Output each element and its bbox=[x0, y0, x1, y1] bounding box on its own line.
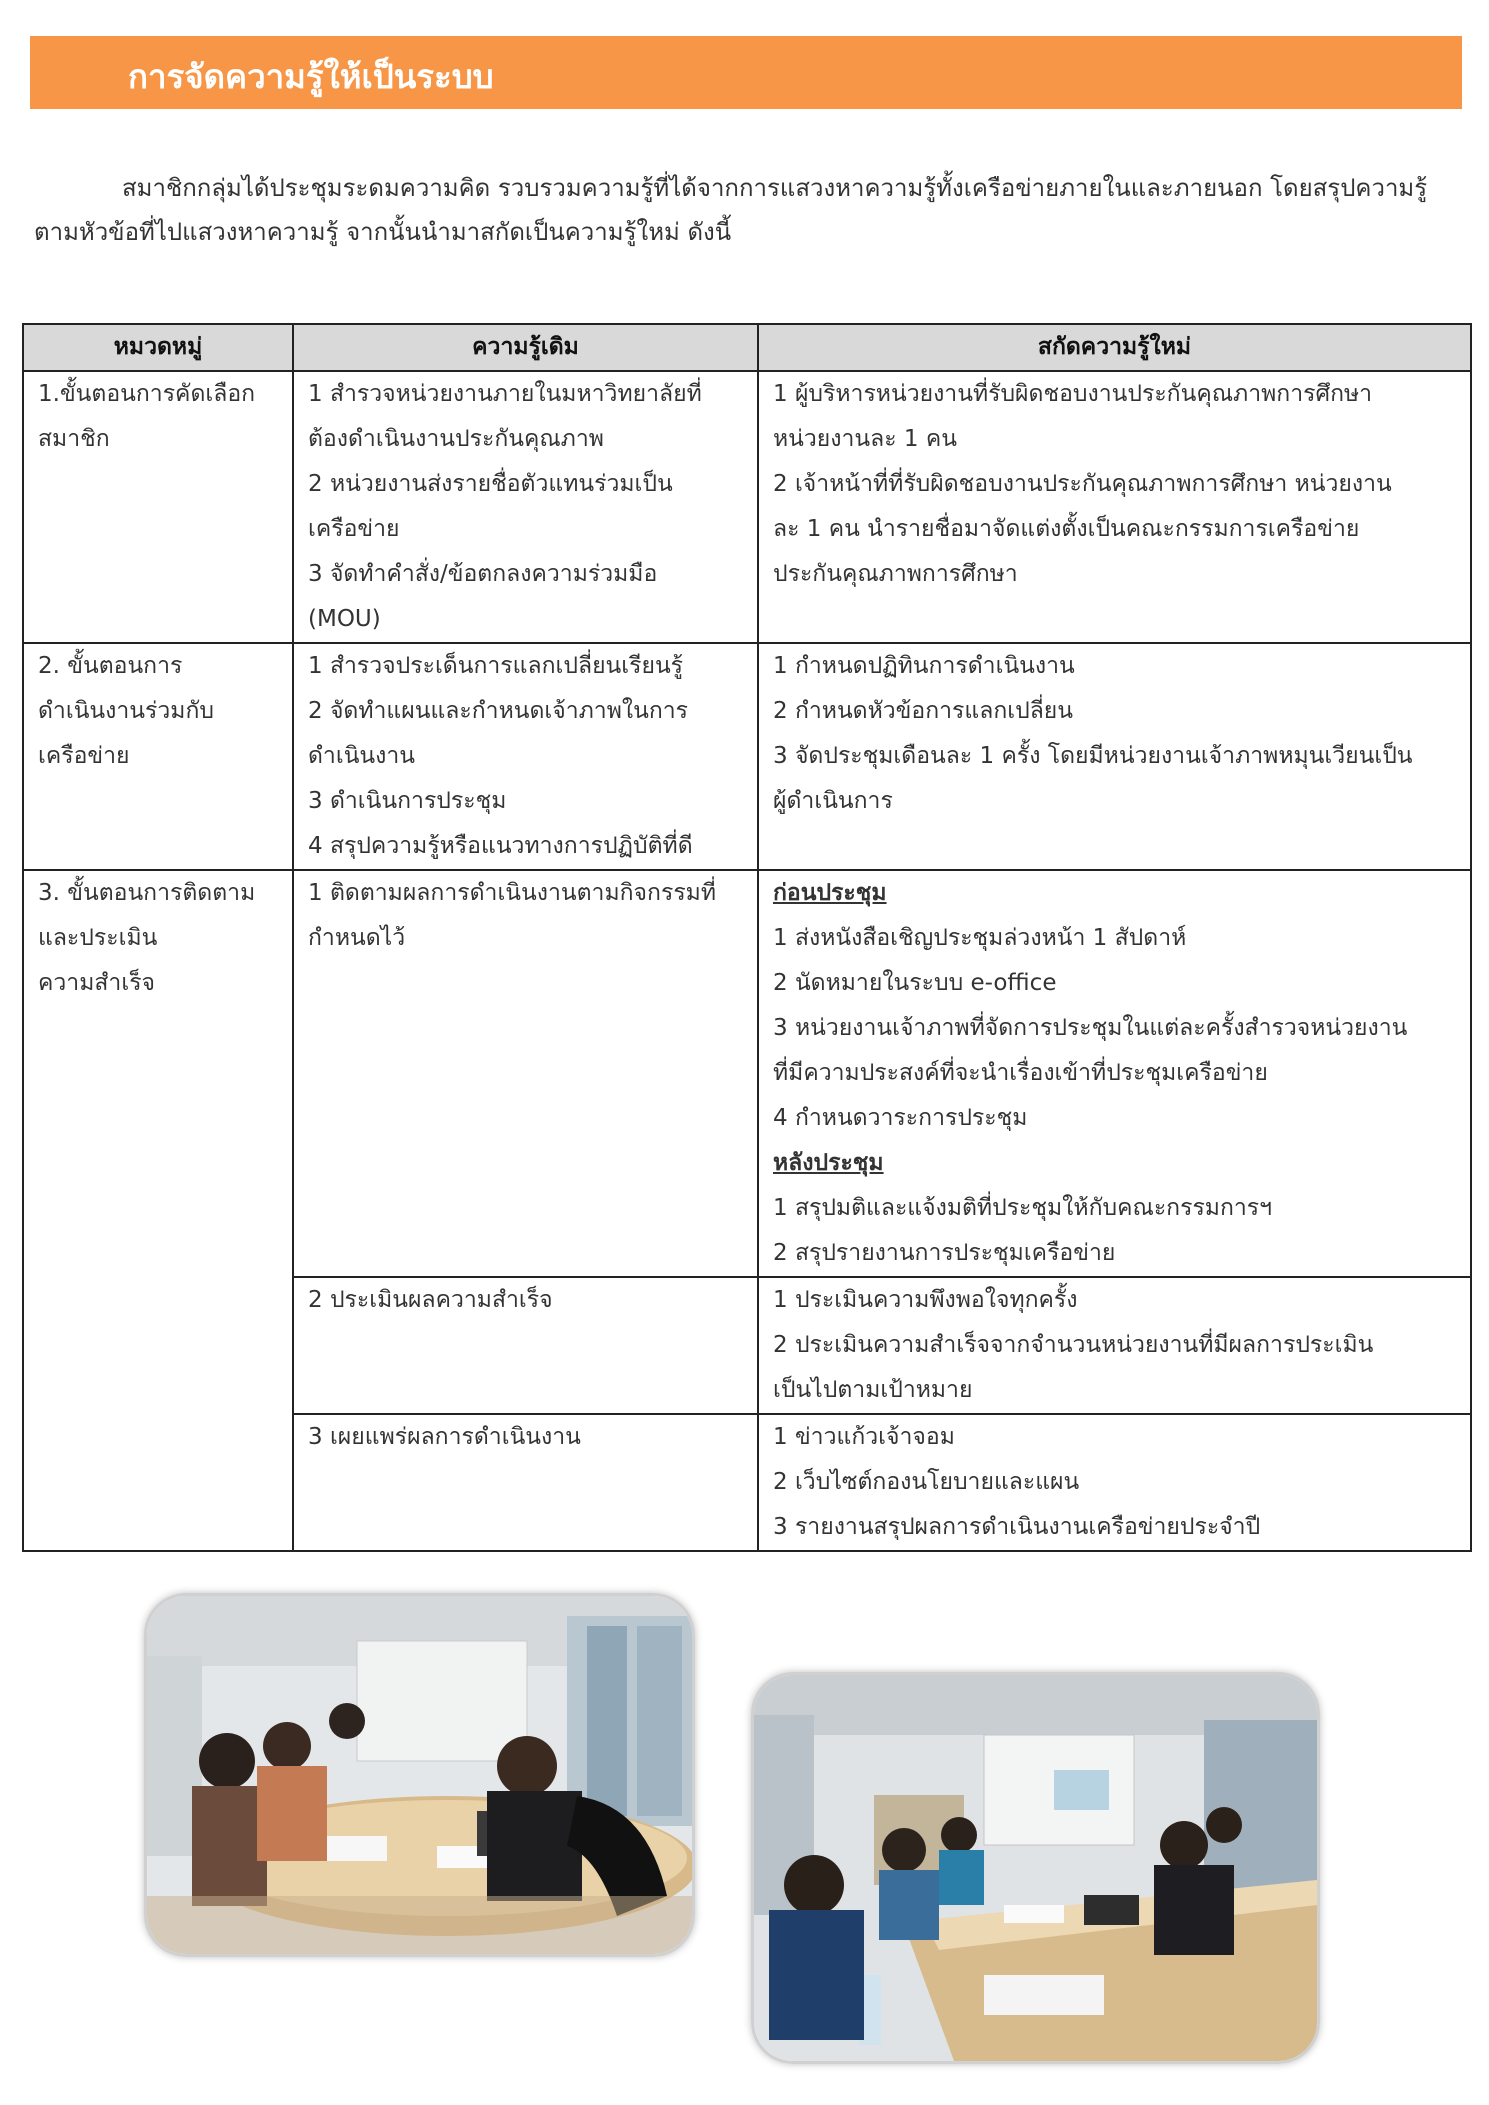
intro-line-2: ตามหัวข้อที่ไปแสวงหาความรู้ จากนั้นนำมาสกัดเป็นความรู้ใหม่ ดังนี้ bbox=[34, 218, 732, 246]
header-old-knowledge: ความรู้เดิม bbox=[293, 324, 758, 371]
old-knowledge-cell: 1 สำรวจหน่วยงานภายในมหาวิทยาลัยที่ ต้องดำเนินงานประกันคุณภาพ 2 หน่วยงานส่งรายชื่อตัวแทนร่วมเป็น เครือข่าย 3 จัดทำคำสั่ง/ข้อตกลงความร่วมมือ (MOU) bbox=[293, 371, 758, 643]
meeting-photo-right-image bbox=[754, 1675, 1317, 2061]
page-title: การจัดความรู้ให้เป็นระบบ bbox=[128, 57, 494, 96]
new-knowledge-cell: 1 ประเมินความพึงพอใจทุกครั้ง 2 ประเมินความสำเร็จจากจำนวนหน่วยงานที่มีผลการประเมิน เป็นไปตามเป้าหมาย bbox=[758, 1277, 1471, 1414]
meeting-photo-left bbox=[144, 1593, 695, 1957]
category-cell: 3. ขั้นตอนการติดตาม และประเมิน ความสำเร็จ bbox=[23, 870, 293, 1551]
new-knowledge-cell: 1 กำหนดปฏิทินการดำเนินงาน 2 กำหนดหัวข้อการแลกเปลี่ยน 3 จัดประชุมเดือนละ 1 ครั้ง โดยมีหน่วยงานเจ้าภาพหมุนเวียนเป็น ผู้ดำเนินการ bbox=[758, 643, 1471, 870]
new-knowledge-cell: 1 ข่าวแก้วเจ้าจอม 2 เว็บไซต์กองนโยบายและแผน 3 รายงานสรุปผลการดำเนินงานเครือข่ายประจำปี bbox=[758, 1414, 1471, 1551]
intro-line-1: สมาชิกกลุ่มได้ประชุมระดมความคิด รวบรวมความรู้ที่ได้จากการแสวงหาความรู้ทั้งเครือข่ายภายในและภายนอก โดยสรุปความรู้ bbox=[122, 174, 1428, 202]
new-knowledge-cell: ก่อนประชุม 1 ส่งหนังสือเชิญประชุมล่วงหน้า 1 สัปดาห์ 2 นัดหมายในระบบ e-office 3 หน่วยงานเจ้าภาพที่จัดการประชุมในแต่ละครั้งสำรวจหน่วยงาน ที่มีความประสงค์ที่จะนำเรื่องเข้าที่ประชุมเครือข่าย 4 กำหนดวาระการประชุม หลังประชุม 1 สรุปมติและแจ้งมติที่ประชุมให้กับคณะกรรมการฯ 2 สรุปรายงานการประชุมเครือข่าย bbox=[758, 870, 1471, 1277]
title-banner bbox=[30, 36, 1462, 109]
old-knowledge-cell: 1 สำรวจประเด็นการแลกเปลี่ยนเรียนรู้ 2 จัดทำแผนและกำหนดเจ้าภาพในการ ดำเนินงาน 3 ดำเนินการประชุม 4 สรุปความรู้หรือแนวทางการปฏิบัติที่ดี bbox=[293, 643, 758, 870]
after-meeting-heading: หลังประชุม bbox=[773, 1150, 884, 1176]
table-row bbox=[23, 870, 1471, 1277]
table-row bbox=[23, 371, 1471, 643]
old-knowledge-cell: 3 เผยแพร่ผลการดำเนินงาน bbox=[293, 1414, 758, 1551]
before-meeting-heading: ก่อนประชุม bbox=[773, 880, 887, 906]
table-row bbox=[23, 643, 1471, 870]
table-header-row bbox=[23, 324, 1471, 371]
category-cell: 1.ขั้นตอนการคัดเลือก สมาชิก bbox=[23, 371, 293, 643]
old-knowledge-cell: 2 ประเมินผลความสำเร็จ bbox=[293, 1277, 758, 1414]
knowledge-table bbox=[22, 323, 1472, 1552]
meeting-photo-right bbox=[751, 1672, 1320, 2064]
intro-paragraph bbox=[34, 166, 1454, 254]
header-category: หมวดหมู่ bbox=[23, 324, 293, 371]
old-knowledge-cell: 1 ติดตามผลการดำเนินงานตามกิจกรรมที่ กำหนดไว้ bbox=[293, 870, 758, 1277]
new-knowledge-cell: 1 ผู้บริหารหน่วยงานที่รับผิดชอบงานประกันคุณภาพการศึกษา หน่วยงานละ 1 คน 2 เจ้าหน้าที่ที่รับผิดชอบงานประกันคุณภาพการศึกษา หน่วยงาน ละ 1 คน นำรายชื่อมาจัดแต่งตั้งเป็นคณะกรรมการเครือข่าย ประกันคุณภาพการศึกษา bbox=[758, 371, 1471, 643]
category-cell: 2. ขั้นตอนการ ดำเนินงานร่วมกับ เครือข่าย bbox=[23, 643, 293, 870]
meeting-photo-left-image bbox=[147, 1596, 692, 1954]
header-new-knowledge: สกัดความรู้ใหม่ bbox=[758, 324, 1471, 371]
